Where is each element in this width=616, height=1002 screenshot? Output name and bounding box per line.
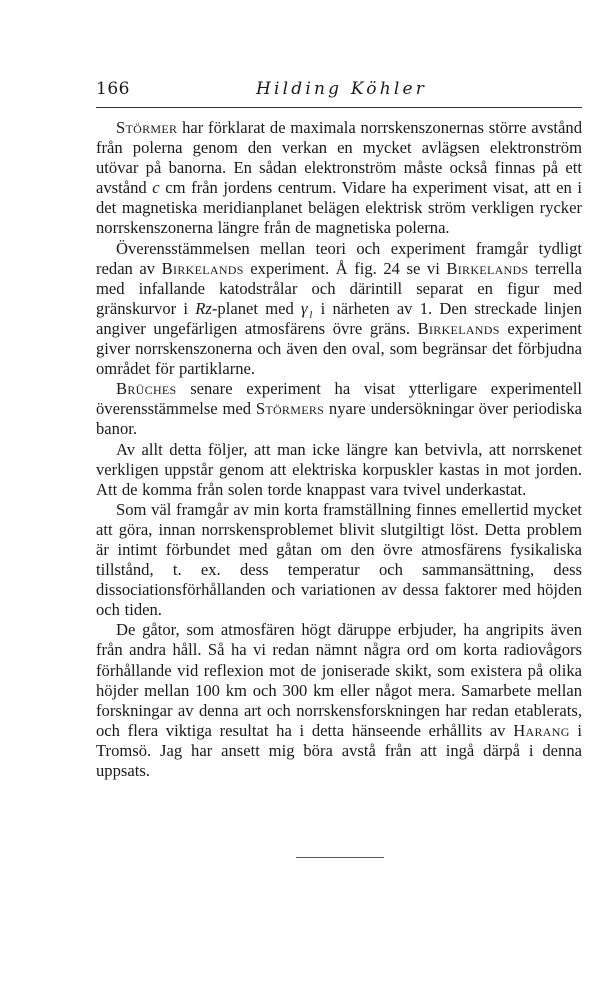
math-symbol: c: [152, 178, 160, 198]
paragraph: [96, 379, 582, 439]
page-number: 166: [96, 79, 130, 99]
header-rule: [96, 107, 582, 108]
closing-rule: [296, 857, 384, 858]
author-name: Harang: [513, 720, 570, 740]
text-run: terrella med infallande katodstrålar och därintill separat en figur med gränskurvor i: [96, 258, 582, 318]
text-run: senare experiment ha visat ytterligare experimentell överensstämmelse med: [96, 379, 582, 419]
text-run: -planet med: [211, 298, 302, 318]
author-name: Brüches: [116, 379, 177, 399]
author-name: Birkelands: [417, 318, 500, 338]
author-name: Birkelands: [161, 258, 244, 278]
paragraph: [96, 118, 582, 239]
paragraph: [96, 620, 582, 781]
text-run: experiment. Å fig. 24 se vi: [243, 258, 447, 278]
text-run: Av allt detta följer, att man icke längre kan betvivla, att norrskenet verkligen uppstår genom att elektriska korpuskler kastas in mot jorden. Att de komma från solen torde knappast vara tvivel underkastat.: [96, 439, 582, 499]
math-symbol: γ₁: [301, 298, 314, 318]
math-symbol: Rz: [195, 298, 212, 318]
text-run: De gåtor, som atmosfären högt däruppe erbjuder, ha angripits även från andra håll. Så ha vi redan nämnt några ord om korta radiovågors förhållande vid reflexion mot de joniserade skikt, som existera på olika höjder mellan 100 km och 300 km eller något mera. Samarbete mellan forskningar av denna art och norrskensforskningen har redan etablerats, och flera viktiga resultat ha i detta hänseende erhållits av: [96, 620, 582, 740]
text-run: nyare undersökningar över periodiska banor.: [96, 399, 582, 439]
text-run: i Tromsö. Jag har ansett mig böra avstå från att ingå därpå i denna uppsats.: [96, 720, 582, 780]
text-run: Överensstämmelsen mellan teori och experiment framgår tydligt redan av: [96, 238, 582, 278]
text-run: Som väl framgår av min korta framställning finnes emellertid mycket att göra, innan norrskensproblemet blivit slutgiltigt löst. Detta problem är intimt förbundet med gåtan om den övre atmosfärens fysikaliska tillstånd, t. ex. dess temperatur och sammansättning, dess dissociationsförhållanden och variationen av dessa faktorer med höjden och tiden.: [96, 499, 582, 620]
running-title: Hilding Köhler: [256, 79, 428, 99]
author-name: Birkelands: [446, 258, 529, 278]
page-header: [96, 79, 582, 105]
paragraph: [96, 440, 582, 500]
body-text: [96, 118, 582, 781]
text-run: experiment giver norrskenszonerna och även den oval, som begränsar det förbjudna området för partiklarne.: [96, 318, 582, 379]
text-run: i närheten av 1. Den streckade linjen angiver ungefärligen atmosfärens övre gräns.: [96, 298, 583, 338]
paragraph: [96, 239, 582, 380]
author-name: Störmer: [116, 118, 178, 137]
paragraph: [96, 500, 582, 621]
text-run: cm från jordens centrum. Vidare ha experiment visat, att en i det magnetiska meridianplanet belägen elektrisk ström verkligen rycker norrskenszonerna längre från de magnetiska polerna.: [96, 178, 582, 238]
text-run: har förklarat de maximala norrskenszonernas större avstånd från polerna genom den verkan en mycket avlägsen elektronström utövar på banorna. En sådan elektronström måste också finnas på ett avstånd: [96, 118, 582, 198]
author-name: Störmers: [255, 399, 325, 419]
